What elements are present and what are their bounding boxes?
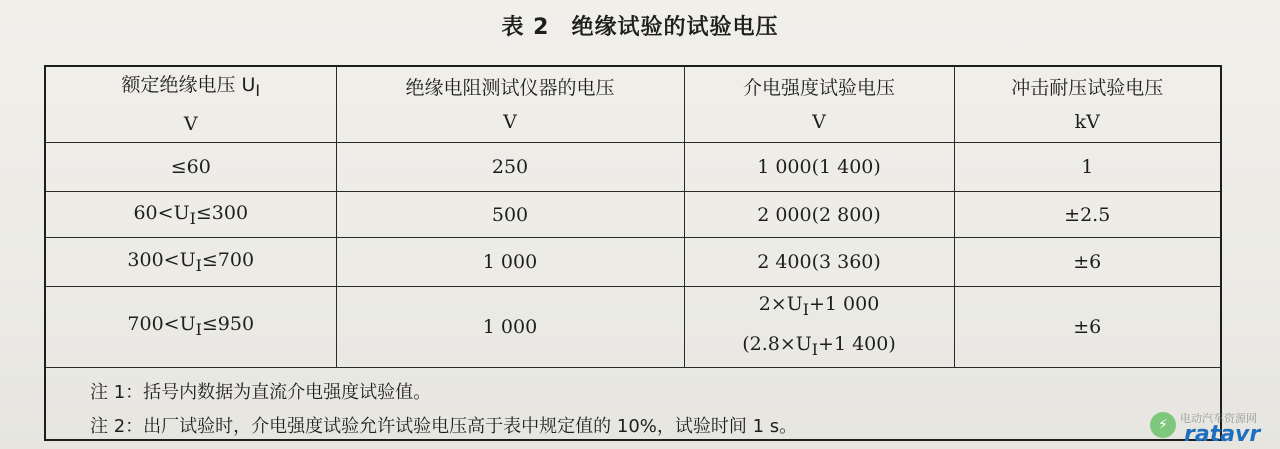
cell-impulse-voltage: ±6 xyxy=(954,238,1220,287)
table-caption xyxy=(0,10,1280,41)
table-row xyxy=(46,192,1220,238)
cell-tester-voltage: 500 xyxy=(336,192,684,238)
table-title: 绝缘试验的试验电压 xyxy=(571,15,779,40)
cell-impulse-voltage: 1 xyxy=(954,143,1220,192)
cell-impulse-voltage: ±2.5 xyxy=(954,192,1220,238)
note-2: 注 2：出厂试验时，介电强度试验允许试验电压高于表中规定值的 10%，试验时间 1 s。 xyxy=(90,416,798,437)
cell-dielectric-voltage: 2 400(3 360) xyxy=(684,238,954,287)
header-rated-voltage: 额定绝缘电压 $U_I$ V xyxy=(46,67,336,143)
watermark-logo-icon: ⚡ xyxy=(1150,412,1176,438)
note-1: 注 1：括号内数据为直流介电强度试验值。 xyxy=(90,382,432,403)
table-row xyxy=(46,287,1220,368)
header-impulse-voltage: 冲击耐压试验电压 kV xyxy=(954,67,1220,143)
watermark-site: 电动汽车资源网 xyxy=(1180,412,1257,425)
cell-tester-voltage: 1 000 xyxy=(336,238,684,287)
header-insulation-tester-voltage: 绝缘电阻测试仪器的电压 V xyxy=(336,67,684,143)
watermark-tag: ratavr xyxy=(1184,422,1261,447)
watermark xyxy=(1150,410,1268,446)
cell-dielectric-voltage: $2\times U_I+1$ 000 ($2.8\times U_I+1$ 400) xyxy=(684,287,954,368)
cell-rated-voltage: ≤60 xyxy=(46,143,336,192)
test-voltage-table xyxy=(46,67,1220,368)
cell-rated-voltage: $700<U_I\le 950$ xyxy=(46,287,336,368)
table-row xyxy=(46,238,1220,287)
table-frame xyxy=(44,65,1222,441)
header-dielectric-voltage: 介电强度试验电压 V xyxy=(684,67,954,143)
table-row xyxy=(46,143,1220,192)
cell-dielectric-voltage: 2 000(2 800) xyxy=(684,192,954,238)
table-number: 表 2 xyxy=(501,15,550,40)
cell-tester-voltage: 250 xyxy=(336,143,684,192)
cell-rated-voltage: $60<U_I\le 300$ xyxy=(46,192,336,238)
cell-impulse-voltage: ±6 xyxy=(954,287,1220,368)
header-row xyxy=(46,67,1220,143)
cell-tester-voltage: 1 000 xyxy=(336,287,684,368)
cell-dielectric-voltage: 1 000(1 400) xyxy=(684,143,954,192)
table-notes xyxy=(46,368,1220,444)
cell-rated-voltage: $300<U_I\le 700$ xyxy=(46,238,336,287)
